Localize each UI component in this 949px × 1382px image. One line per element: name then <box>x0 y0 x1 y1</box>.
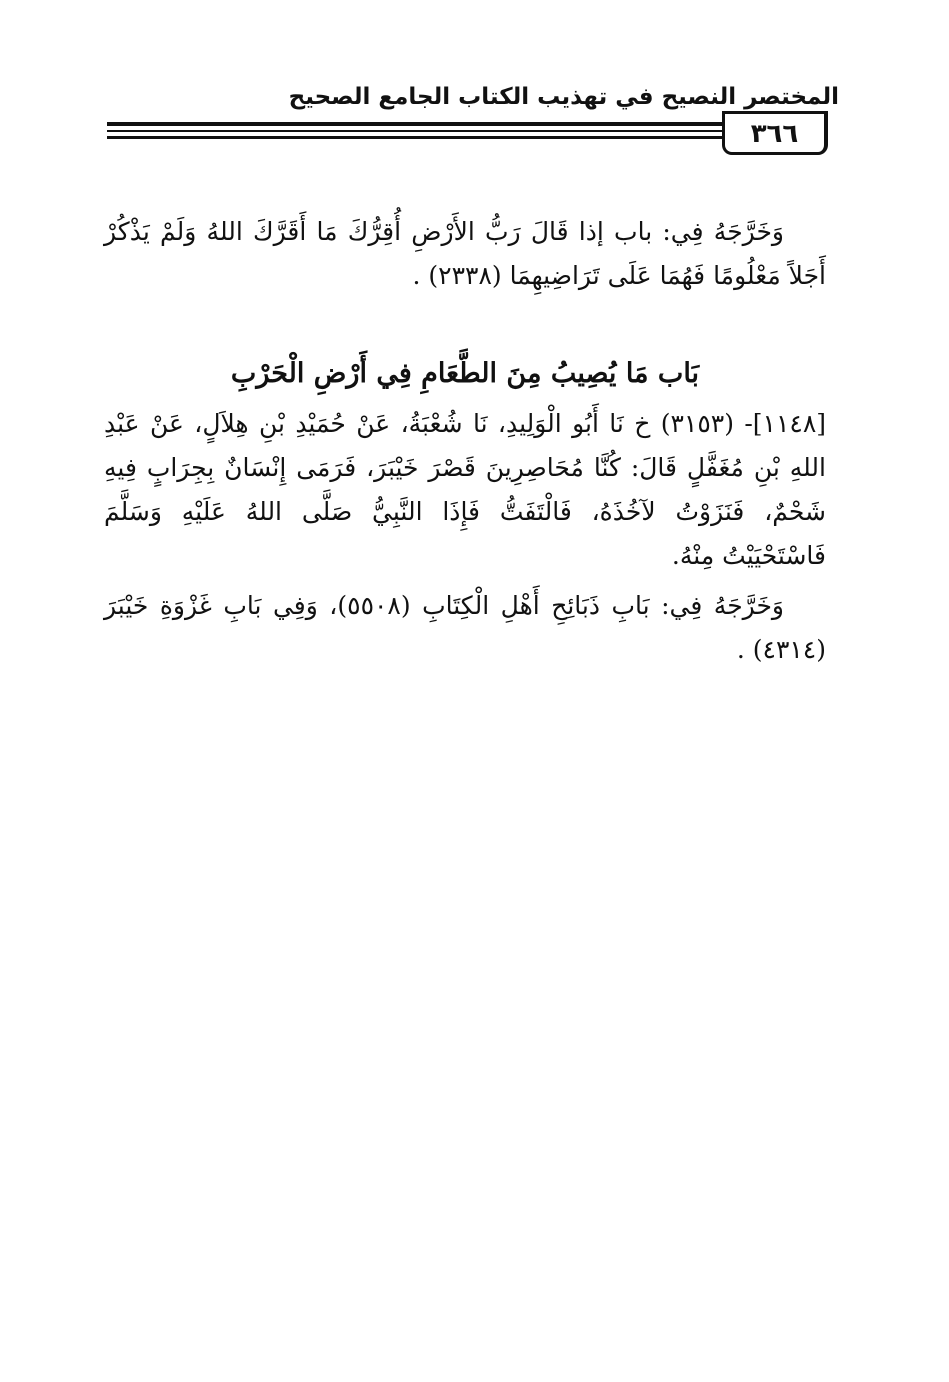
header-rule-bottom <box>107 136 725 139</box>
page-number: ٣٦٦ <box>750 119 799 149</box>
header-rule-middle <box>107 130 725 132</box>
header-rule-top <box>107 122 725 126</box>
page-number-frame <box>722 111 828 155</box>
page-body <box>104 210 826 672</box>
citation-paragraph-2: وَخَرَّجَهُ فِي: بَابِ ذَبَائِحِ أَهْلِ الْكِتَابِ (٥٥٠٨)، وَفِي بَابِ غَزْوَةِ خَيْبَرَ (٤٣١٤) . <box>104 591 826 664</box>
running-title: المختصر النصيح في تهذيب الكتاب الجامع الصحيح <box>288 84 839 110</box>
chapter-heading: بَاب مَا يُصِيبُ مِنَ الطَّعَامِ فِي أَرْضِ الْحَرْبِ <box>230 358 700 389</box>
citation-paragraph: وَخَرَّجَهُ فِي: باب إذا قَالَ رَبُّ الأَرْضِ أُقِرُّكَ مَا أَقَرَّكَ اللهُ وَلَمْ يَذْكُرْ أَجَلاً مَعْلُومًا فَهُمَا عَلَى تَرَاضِيهِمَا (٢٣٣٨) . <box>104 217 826 290</box>
hadith-paragraph: [١١٤٨]- (٣١٥٣) خ نَا أَبُو الْوَلِيدِ، نَا شُعْبَةُ، عَنْ حُمَيْدِ بْنِ هِلاَلٍ، عَنْ عَبْدِ اللهِ بْنِ مُغَفَّلٍ قَالَ: كُنَّا مُحَاصِرِينَ قَصْرَ خَيْبَرَ، فَرَمَى إِنْسَانٌ بِجِرَابٍ فِيهِ شَحْمٌ، فَنَزَوْتُ لآخُذَهُ، فَالْتَفَتُّ فَإِذَا النَّبِيُّ صَلَّى اللهُ عَلَيْهِ وَسَلَّمَ فَاسْتَحْيَيْتُ مِنْهُ. <box>104 409 827 570</box>
